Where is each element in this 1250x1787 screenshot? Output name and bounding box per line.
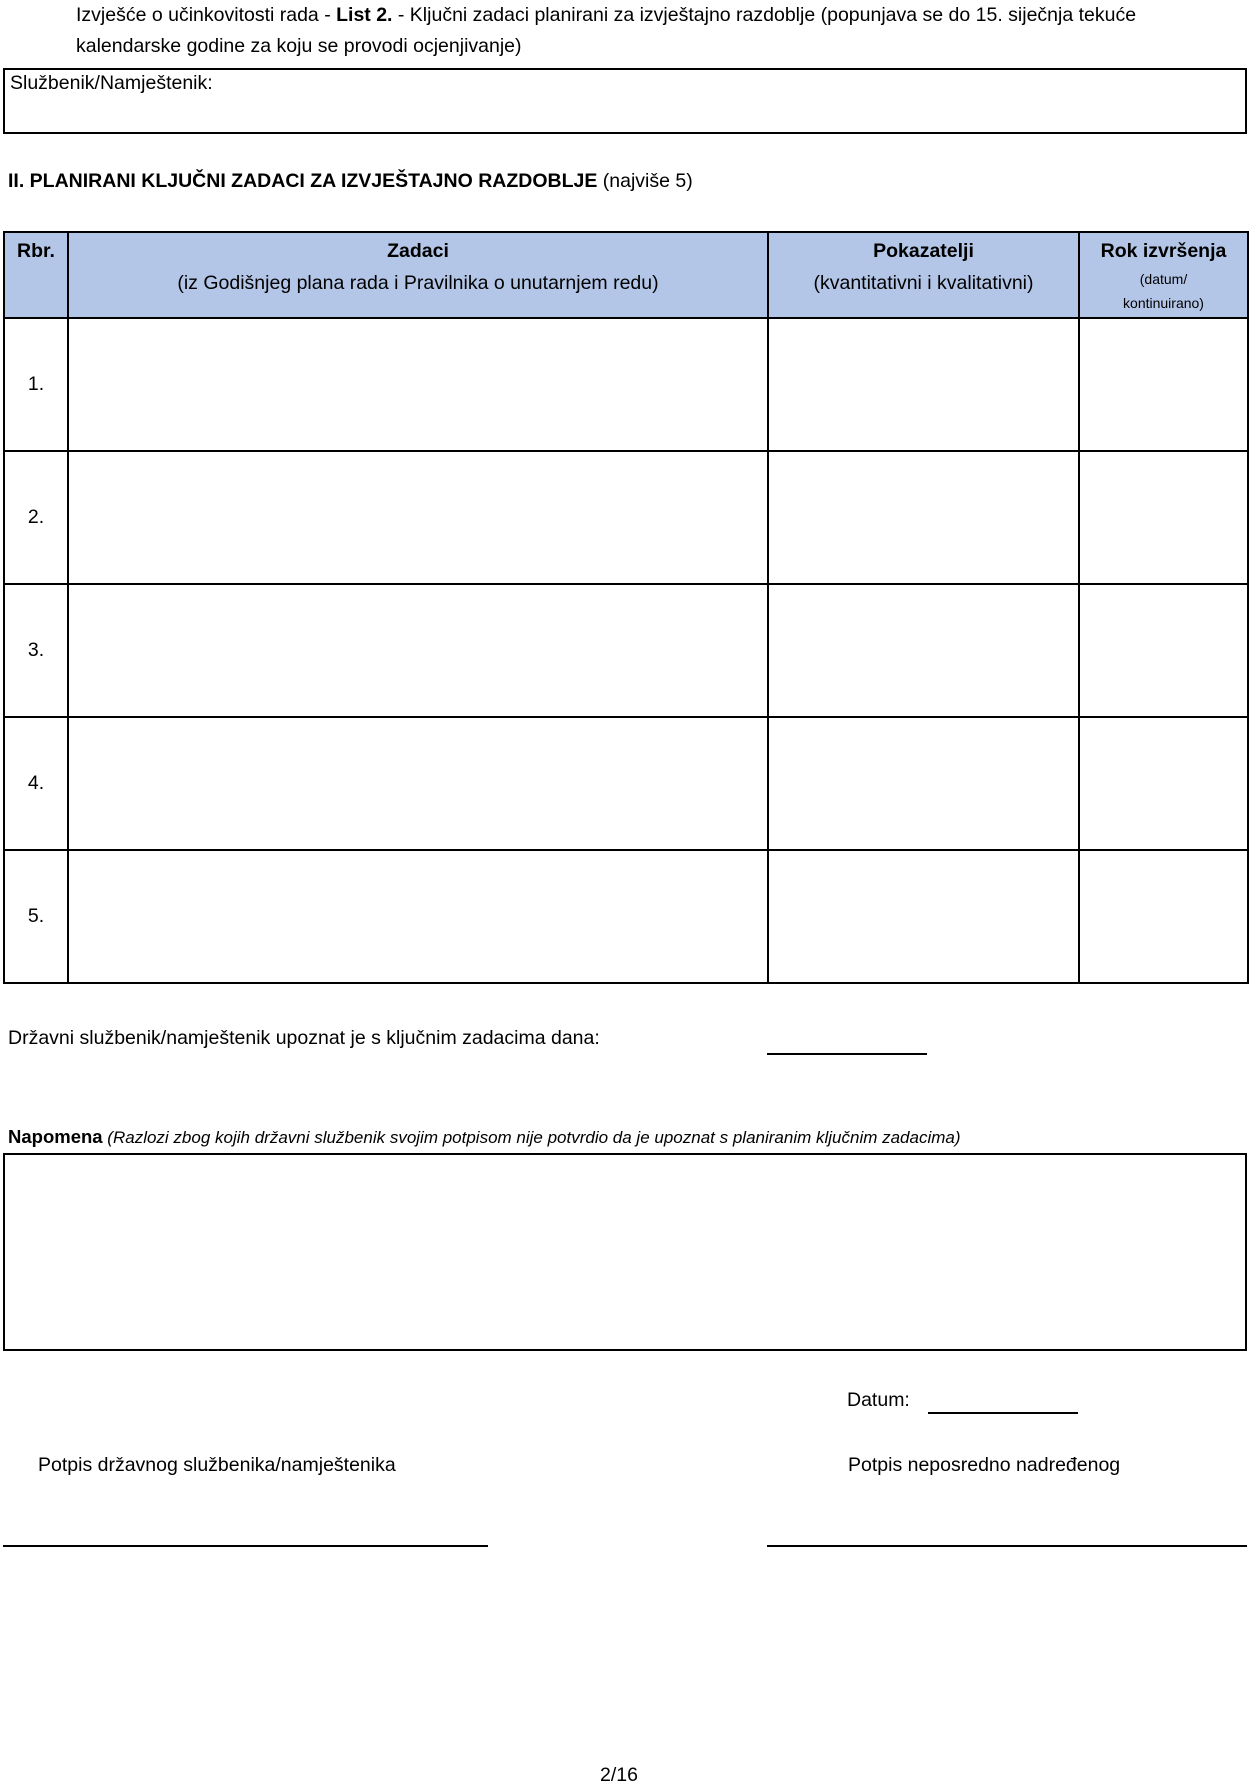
title-suffix: - Ključni zadaci planirani za izvještajno razdoblje (popunjava se do 15. siječnja tekuće kalendarske godine za koju se provodi ocjenjivanje) [76, 4, 1137, 57]
remark-heading [8, 1126, 961, 1148]
acknowledged-date-line[interactable] [767, 1053, 927, 1055]
signature-employee-label: Potpis državnog službenika/namještenika [38, 1454, 396, 1476]
employee-label: Službenik/Namještenik: [10, 72, 213, 94]
signature-supervisor-line[interactable] [767, 1545, 1247, 1547]
section-note: (najviše 5) [597, 170, 693, 192]
remark-field[interactable] [3, 1153, 1247, 1351]
column-subtitle: (iz Godišnjeg plana rada i Pravilnika o unutarnjem redu) [177, 272, 659, 294]
task-cell[interactable] [68, 451, 768, 584]
task-cell[interactable] [68, 584, 768, 717]
remark-label: Napomena [8, 1126, 103, 1147]
section-heading [8, 170, 693, 193]
section-title: II. PLANIRANI KLJUČNI ZADACI ZA IZVJEŠTAJNO RAZDOBLJE [8, 170, 598, 192]
row-number: 3. [4, 584, 68, 717]
indicator-cell[interactable] [768, 318, 1079, 451]
indicator-cell[interactable] [768, 850, 1079, 983]
row-number: 4. [4, 717, 68, 850]
table-header-row [4, 232, 1248, 318]
employee-field[interactable] [3, 68, 1247, 134]
column-title: Rbr. [17, 240, 55, 262]
remark-hint: (Razlozi zbog kojih državni službenik svojim potpisom nije potvrdio da je upoznat s planiranim ključnim zadacima) [102, 1128, 961, 1147]
column-title: Rok izvršenja [1100, 240, 1227, 262]
column-header-rok [1079, 232, 1248, 318]
deadline-cell[interactable] [1079, 584, 1248, 717]
column-header-rbr [4, 232, 68, 318]
title-list: List 2. [336, 4, 393, 26]
key-tasks-table [3, 231, 1249, 984]
deadline-cell[interactable] [1079, 717, 1248, 850]
table-row [4, 717, 1248, 850]
column-title: Pokazatelji [873, 240, 974, 262]
date-line[interactable] [928, 1412, 1078, 1414]
table-row [4, 584, 1248, 717]
row-number: 1. [4, 318, 68, 451]
deadline-cell[interactable] [1079, 318, 1248, 451]
table-row [4, 850, 1248, 983]
page-number: 2/16 [600, 1764, 638, 1786]
task-cell[interactable] [68, 850, 768, 983]
indicator-cell[interactable] [768, 451, 1079, 584]
indicator-cell[interactable] [768, 717, 1079, 850]
table-row [4, 451, 1248, 584]
column-subtitle: (datum/ kontinuirano) [1123, 271, 1204, 311]
column-title: Zadaci [387, 240, 449, 262]
deadline-cell[interactable] [1079, 451, 1248, 584]
column-subtitle: (kvantitativni i kvalitativni) [813, 272, 1034, 294]
deadline-cell[interactable] [1079, 850, 1248, 983]
signature-supervisor-label: Potpis neposredno nadređenog [848, 1454, 1121, 1476]
column-header-pokazatelji [768, 232, 1079, 318]
indicator-cell[interactable] [768, 584, 1079, 717]
document-title [76, 0, 1196, 62]
row-number: 5. [4, 850, 68, 983]
row-number: 2. [4, 451, 68, 584]
date-label: Datum: [847, 1389, 910, 1411]
table-row [4, 318, 1248, 451]
acknowledged-label: Državni službenik/namještenik upoznat je s ključnim zadacima dana: [8, 1027, 600, 1049]
task-cell[interactable] [68, 318, 768, 451]
title-prefix: Izvješće o učinkovitosti rada - [76, 4, 337, 26]
task-cell[interactable] [68, 717, 768, 850]
signature-employee-line[interactable] [3, 1545, 488, 1547]
column-header-zadaci [68, 232, 768, 318]
